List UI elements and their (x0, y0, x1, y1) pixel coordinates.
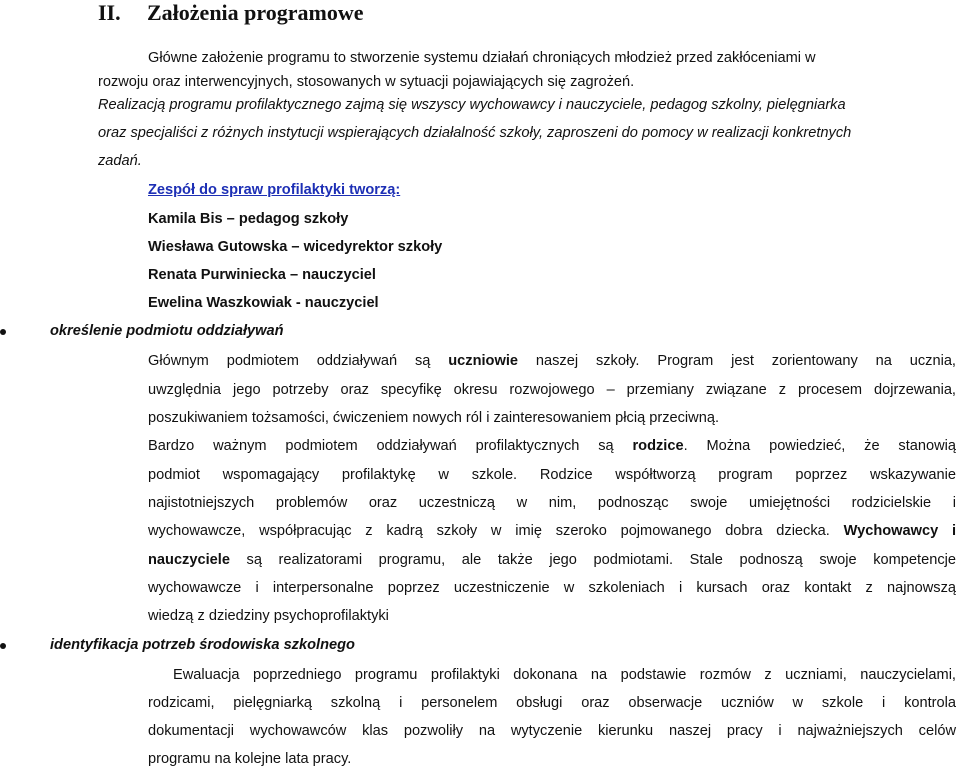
team-member: Kamila Bis – pedagog szkoły (148, 211, 349, 227)
intro-line: rozwoju oraz interwencyjnych, stosowanych w sytuacji pojawiających się zagrożeń. (98, 74, 635, 90)
team-member: Ewelina Waszkowiak - nauczyciel (148, 295, 379, 311)
intro-line: oraz specjaliści z różnych instytucji wspierających działalność szkoły, zaproszeni do pomocy w realizacji konkretnych (98, 125, 852, 141)
paragraph-line: Głównym podmiotem oddziaływań są uczniowie naszej szkoły. Program jest zorientowany na ucznia, (148, 353, 956, 369)
section-heading (98, 0, 364, 26)
paragraph-line: Ewaluacja poprzedniego programu profilaktyki dokonana na podstawie rozmów z uczniami, nauczycielami, (173, 667, 956, 683)
bullet-heading: identyfikacja potrzeb środowiska szkolnego (50, 637, 355, 653)
paragraph-line: podmiot wspomagający profilaktykę w szkole. Rodzice współtworzą program poprzez wskazywanie (148, 467, 956, 483)
paragraph-line: wiedzą z dziedziny psychoprofilaktyki (148, 608, 389, 624)
paragraph-line: Bardzo ważnym podmiotem oddziaływań profilaktycznych są rodzice. Można powiedzieć, że stanowią (148, 438, 956, 454)
team-heading: Zespół do spraw profilaktyki tworzą: (148, 182, 401, 198)
bullet-icon (0, 329, 6, 335)
paragraph-line: dokumentacji wychowawców klas pozwoliły na wytyczenie kierunku naszej pracy i najważniejszych celów (148, 723, 956, 739)
paragraph-line: wychowawcze i interpersonalne poprzez uczestniczenie w szkoleniach i kursach oraz kontakt z najnowszą (148, 580, 956, 596)
paragraph-line: nauczyciele są realizatorami programu, ale także jego podmiotami. Stale podnoszą swoje kompetencje (148, 552, 956, 568)
team-member: Renata Purwiniecka – nauczyciel (148, 267, 376, 283)
bullet-icon (0, 643, 6, 649)
section-title: Założenia programowe (147, 0, 364, 25)
paragraph-line: rodzicami, pielęgniarką szkolną i personelem obsługi oraz obserwacje uczniów w szkole i kontrola (148, 695, 956, 711)
intro-line: Główne założenie programu to stworzenie systemu działań chroniących młodzież przed zakłóceniami w (148, 50, 816, 66)
intro-line: Realizacją programu profilaktycznego zajmą się wszyscy wychowawcy i nauczyciele, pedagog szkolny, pielęgniarka (98, 97, 846, 113)
paragraph-line: programu na kolejne lata pracy. (148, 751, 352, 767)
paragraph-line: uwzględnia jego potrzeby oraz specyfikę okresu rozwojowego – przemiany związane z procesem dojrzewania, (148, 382, 956, 398)
paragraph-line: najistotniejszych problemów oraz uczestniczą w nim, podnosząc swoje umiejętności rodzicielskie i (148, 495, 956, 511)
team-member: Wiesława Gutowska – wicedyrektor szkoły (148, 239, 443, 255)
intro-line: zadań. (98, 153, 142, 169)
section-number: II. (98, 0, 121, 25)
bullet-heading: określenie podmiotu oddziaływań (50, 323, 284, 339)
paragraph-line: wychowawcze, współpracując z kadrą szkoły w imię szeroko pojmowanego dobra dziecka. Wychowawcy i (148, 523, 957, 539)
paragraph-line: poszukiwaniem tożsamości, ćwiczeniem nowych ról i zainteresowaniem płcią przeciwną. (148, 410, 720, 426)
